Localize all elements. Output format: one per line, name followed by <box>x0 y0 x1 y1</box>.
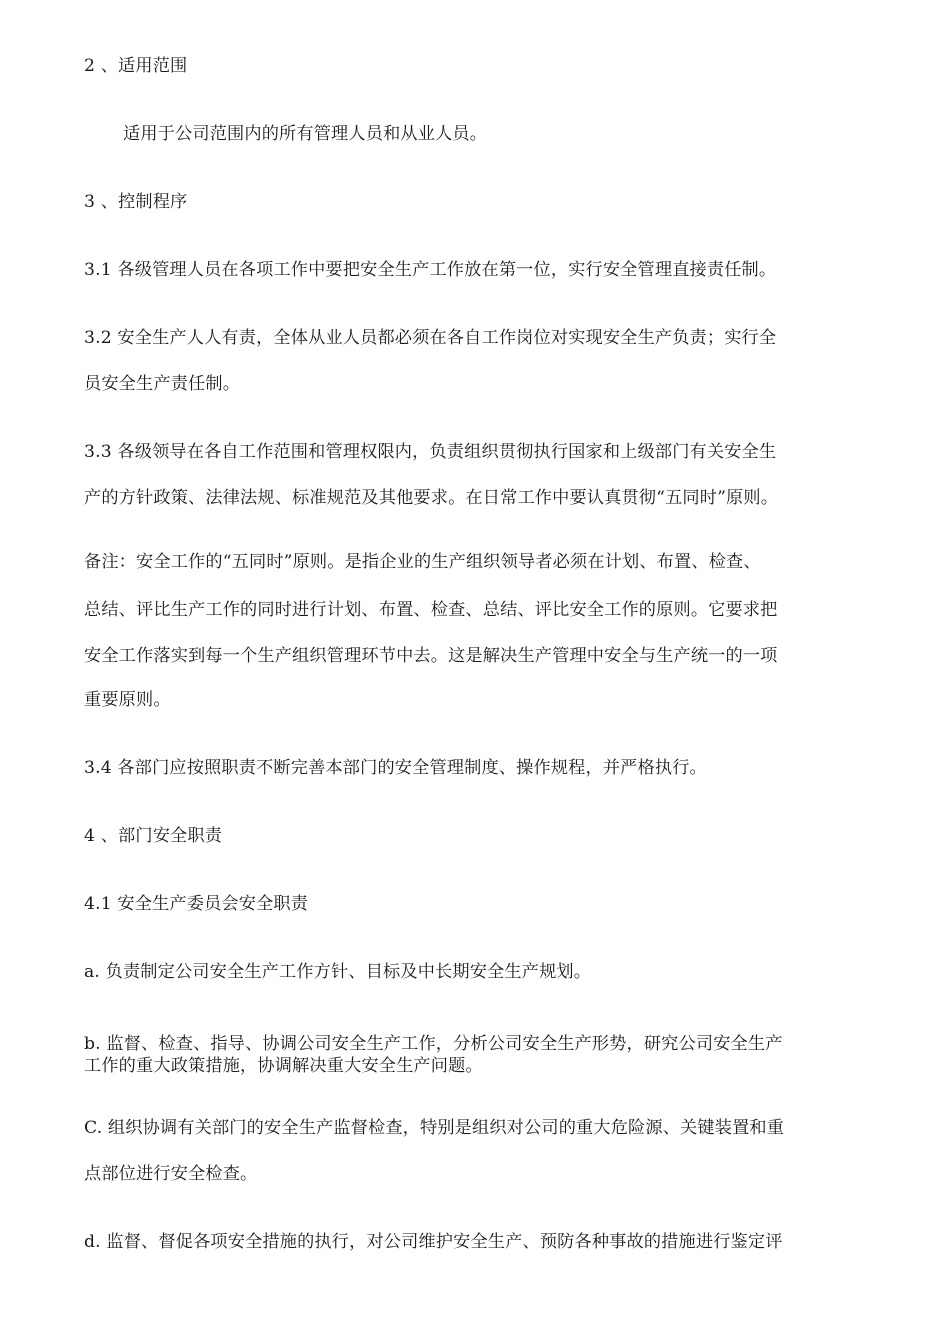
list-item: d. 监督、督促各项安全措施的执行，对公司维护安全生产、预防各种事故的措施进行鉴定评 <box>84 1232 783 1252</box>
list-item: 工作的重大政策措施，协调解决重大安全生产问题。 <box>84 1056 483 1076</box>
paragraph-line: 员安全生产责任制。 <box>84 374 241 394</box>
paragraph-line: 3.3 各级领导在各自工作范围和管理权限内，负责组织贯彻执行国家和上级部门有关安全生 <box>84 442 777 462</box>
section-heading-procedure: 3 、控制程序 <box>84 192 188 212</box>
list-item: b. 监督、检查、指导、协调公司安全生产工作，分析公司安全生产形势，研究公司安全生产 <box>84 1034 783 1054</box>
paragraph-line: 3.1 各级管理人员在各项工作中要把安全生产工作放在第一位，实行安全管理直接责任制。 <box>84 260 777 280</box>
paragraph-line: 3.2 安全生产人人有责，全体从业人员都必须在各自工作岗位对实现安全生产负责；实行全 <box>84 328 777 348</box>
paragraph-line: 产的方针政策、法律法规、标准规范及其他要求。在日常工作中要认真贯彻“五同时”原则。 <box>84 488 779 508</box>
note-line: 总结、评比生产工作的同时进行计划、布置、检查、总结、评比安全工作的原则。它要求把 <box>84 600 778 620</box>
note-line: 备注：安全工作的“五同时”原则。是指企业的生产组织领导者必须在计划、布置、检查、 <box>84 552 761 572</box>
list-item: a. 负责制定公司安全生产工作方针、目标及中长期安全生产规划。 <box>84 962 592 982</box>
list-item: C. 组织协调有关部门的安全生产监督检查，特别是组织对公司的重大危险源、关键装置和重 <box>84 1118 785 1138</box>
list-item: 点部位进行安全检查。 <box>84 1164 258 1184</box>
subsection-heading: 4.1 安全生产委员会安全职责 <box>84 894 309 914</box>
paragraph-line: 3.4 各部门应按照职责不断完善本部门的安全管理制度、操作规程，并严格执行。 <box>84 758 707 778</box>
paragraph-line: 适用于公司范围内的所有管理人员和从业人员。 <box>123 124 488 144</box>
note-line: 安全工作落实到每一个生产组织管理环节中去。这是解决生产管理中安全与生产统一的一项 <box>84 646 778 666</box>
section-heading-duties: 4 、部门安全职责 <box>84 826 223 846</box>
section-heading-scope: 2 、适用范围 <box>84 56 188 76</box>
note-line: 重要原则。 <box>84 690 171 710</box>
